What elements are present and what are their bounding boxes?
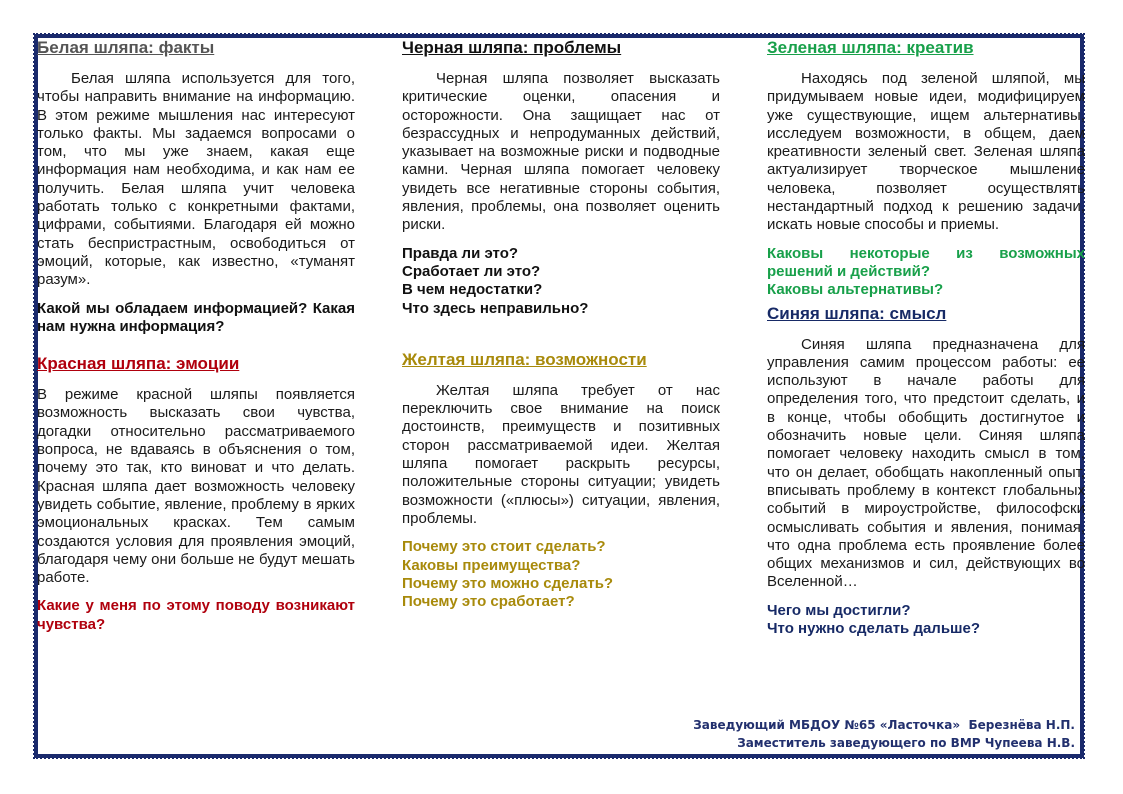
column-right bbox=[767, 38, 1085, 638]
green-hat-question: Каковы альтернативы? bbox=[767, 281, 944, 299]
green-hat-text: Находясь под зеленой шляпой, мы придумываем новые идеи, модифицируем уже существующие, ищем альтернативы, исследуем возможности, в общем, даем креативности зеленый свет. Зеленая шляпа актуализирует творческое мышление человека, позволяет осуществлять нестандартный подход к решению задачи, искать новые способы и приемы. bbox=[767, 70, 1085, 234]
black-hat-heading: Черная шляпа: проблемы bbox=[402, 38, 622, 57]
yellow-hat-text: Желтая шляпа требует от нас переключить свое внимание на поиск достоинств, преимуществ и позитивных сторон рассматриваемой идеи. Желтая шляпа помогает раскрыть ресурсы, положительные стороны ситуации; увидеть возможности («плюсы») ситуации, явления, проблемы. bbox=[402, 381, 720, 527]
blue-hat-question: Чего мы достигли? bbox=[767, 601, 911, 619]
yellow-hat-question: Почему это стоит сделать? bbox=[402, 538, 606, 556]
red-hat-text: В режиме красной шляпы появляется возможность высказать свои чувства, догадки относительно рассматриваемого вопроса, не вдаваясь в объяснения о том, почему это так, кто виноват и что делать. Красная шляпа дает возможность человеку увидеть событие, явление, проблему в ярких эмоциональных красках. Тем самым создаются условия для проявления эмоций, благодаря чему они больше не будут мешать работе. bbox=[37, 386, 355, 587]
white-hat-questions bbox=[37, 300, 355, 337]
black-hat-questions bbox=[402, 245, 720, 318]
yellow-hat-question: Каковы преимущества? bbox=[402, 556, 581, 574]
black-hat-question: Сработает ли это? bbox=[402, 262, 541, 280]
green-hat-questions bbox=[767, 245, 1085, 300]
yellow-hat-questions bbox=[402, 538, 720, 611]
red-hat-heading: Красная шляпа: эмоции bbox=[37, 354, 240, 374]
white-hat-text: Белая шляпа используется для того, чтобы направить внимание на информацию. В этом режиме мышления нас интересуют только факты. Мы задаемся вопросами о том, что мы уже знаем, какая еще информация нам необходима, и как нам ее получить. Белая шляпа учит человека работать только с конкретными фактами, цифрами, событиями. Благодаря ей можно стать беспристрастным, освободиться от эмоций, которые, как известно, «туманят разум». bbox=[37, 70, 355, 289]
black-hat-question: Правда ли это? bbox=[402, 244, 519, 262]
yellow-hat-heading: Желтая шляпа: возможности bbox=[402, 349, 647, 369]
footer-line-head: Заведующий МБДОУ №65 «Ласточка» Березнёва Н.П. bbox=[693, 718, 1075, 732]
red-hat-question-text: Какие у меня по этому поводу возникают чувства? bbox=[37, 597, 355, 633]
footer-line-deputy: Заместитель заведующего по ВМР Чупеева Н.В. bbox=[737, 736, 1075, 750]
column-left bbox=[37, 38, 355, 634]
blue-hat-question: Что нужно сделать дальше? bbox=[767, 620, 981, 638]
white-hat-question-text: Какой мы обладаем информацией? Какая нам нужна информация? bbox=[37, 299, 355, 335]
black-hat-question: Что здесь неправильно? bbox=[402, 299, 589, 317]
black-hat-question: В чем недостатки? bbox=[402, 281, 543, 299]
white-hat-heading: Белая шляпа: факты bbox=[37, 38, 215, 57]
yellow-hat-question: Почему это сработает? bbox=[402, 593, 575, 611]
blue-hat-heading: Синяя шляпа: смысл bbox=[767, 303, 947, 323]
column-middle bbox=[402, 38, 720, 611]
green-hat-heading: Зеленая шляпа: креатив bbox=[767, 38, 974, 57]
black-hat-text: Черная шляпа позволяет высказать критические оценки, опасения и осторожности. Она защищает нас от безрассудных и непродуманных действий, указывает на возможные риски и подводные камни. Черная шляпа помогает человеку увидеть все негативные стороны события, явления, проблемы, она позволяет оценить риски. bbox=[402, 70, 720, 234]
yellow-hat-question: Почему это можно сделать? bbox=[402, 574, 614, 592]
footer-signatures bbox=[693, 716, 1075, 752]
blue-hat-questions bbox=[767, 602, 1085, 639]
red-hat-questions bbox=[37, 597, 355, 634]
green-hat-question: Каковы некоторые из возможных решений и действий? bbox=[767, 244, 1085, 280]
blue-hat-text: Синяя шляпа предназначена для управления самим процессом работы: ее используют в начале работы для определения того, что предстоит сделать, и в конце, чтобы обобщить достигнутое и обозначить новые цели. Синяя шляпа помогает человеку находить смысл в том, что он делает, обобщать накопленный опыт, вписывать проблему в контекст глобальных событий в мироустройстве, философски осмысливать события и явления, понимая, что одна проблема есть проявление более общих механизмов и сил, действующих во Вселенной… bbox=[767, 335, 1085, 591]
